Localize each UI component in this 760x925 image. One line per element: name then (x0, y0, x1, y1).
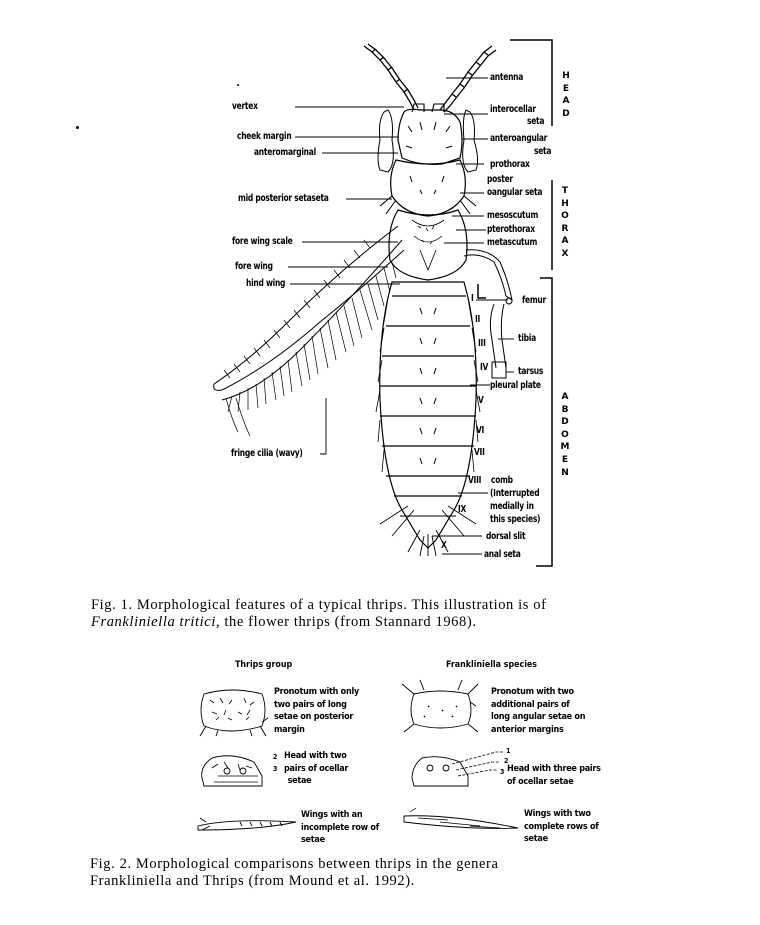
region-letter: A (561, 236, 569, 247)
head-frankliniella (412, 752, 504, 786)
thrips-head-num: 2 (273, 753, 278, 761)
wing-thrips (198, 818, 296, 830)
label-hind-wing: hind wing (246, 278, 286, 289)
segment-numeral: VII (474, 447, 485, 458)
segment-numeral: IV (480, 362, 489, 373)
region-letter: D (561, 417, 569, 428)
text-line: setae (524, 834, 548, 844)
label-femur: femur (522, 295, 546, 306)
label-anal-seta: anal seta (484, 549, 521, 560)
region-letter: E (562, 83, 570, 94)
region-letter: O (561, 211, 569, 222)
region-letter: X (561, 248, 569, 259)
text-line: Wings with an (301, 810, 363, 820)
segment-numeral: IX (458, 504, 467, 515)
region-letter: A (561, 392, 569, 402)
pronotum-frankliniella (402, 680, 478, 732)
label-anteroangular-seta: seta (534, 146, 552, 157)
frank-head-num: 2 (504, 757, 509, 765)
segment-numeral: I (471, 293, 474, 304)
region-letter: H (562, 71, 570, 81)
label-comb: comb (491, 475, 513, 486)
text-line: complete rows of (524, 821, 599, 832)
fig2-caption-line1: Fig. 2. Morphological comparisons between thrips in the genera (90, 856, 499, 872)
fig2-col-left-title: Thrips group (235, 660, 293, 670)
text-line: Head with two (284, 751, 347, 761)
label-comb-note-3: this species) (490, 514, 541, 525)
text-line: setae on posterior (274, 712, 354, 722)
region-letter: M (560, 442, 570, 453)
segment-numeral: II (475, 314, 481, 325)
label-fore-wing: fore wing (235, 261, 273, 272)
label-comb-note-2: medially in (490, 501, 534, 512)
text-line: setae (287, 776, 312, 786)
text-line: Pronotum with two (491, 687, 574, 697)
label-poster: poster (487, 174, 513, 185)
region-letter: R (561, 223, 569, 234)
region-letter: O (561, 429, 569, 440)
label-poster-angular-seta: oangular seta (487, 187, 543, 198)
text-line: pairs of ocellar (284, 763, 349, 774)
fig1-caption-suffix: , the flower thrips (from Stannard 1968). (215, 614, 477, 630)
thrips-head-text (284, 750, 348, 788)
text-line: setae (301, 835, 325, 845)
label-dorsal-slit: dorsal slit (486, 531, 526, 542)
text-line: Pronotum with only (274, 687, 359, 697)
frankliniella-wings-text (524, 808, 599, 846)
region-letter: H (561, 198, 569, 209)
segment-numeral: X (441, 540, 447, 551)
fig1-caption-line1: Fig. 1. Morphological features of a typical thrips. This illustration is of (91, 597, 547, 613)
region-letter: D (562, 108, 570, 119)
label-prothorax: prothorax (490, 159, 530, 170)
text-line: Head with three pairs (507, 764, 601, 774)
head-thrips (202, 756, 262, 786)
frank-head-num: 3 (500, 768, 505, 776)
thrips-pronotum-text (274, 686, 359, 736)
label-anteroangular: anteroangular (490, 133, 548, 144)
fig2-col-right-title: Frankliniella species (446, 660, 537, 670)
region-letter: A (562, 96, 570, 107)
region-letter: E (561, 454, 569, 465)
label-fore-wing-scale: fore wing scale (232, 236, 293, 247)
thrips-head-num: 3 (273, 765, 278, 773)
text-line: incomplete row of (301, 822, 379, 833)
label-vertex: vertex (232, 101, 258, 112)
segment-numeral: III (478, 338, 486, 349)
frankliniella-pronotum-text (491, 686, 585, 736)
region-letter: B (561, 404, 569, 415)
label-antenna: antenna (490, 72, 524, 83)
text-line: two pairs of long (274, 699, 347, 710)
text-line: additional pairs of (491, 699, 570, 710)
thrips-wings-text (301, 809, 379, 847)
segment-numeral: VIII (468, 475, 482, 486)
region-letter: N (561, 467, 569, 478)
label-interocellar: interocellar (490, 104, 536, 115)
label-mid-posterior: mid posterior setaseta (238, 193, 329, 204)
label-tarsus: tarsus (518, 366, 544, 377)
segment-numeral: V (478, 395, 484, 406)
label-metascutum: metascutum (487, 237, 538, 248)
species-name: Frankliniella tritici (91, 614, 216, 630)
text-line: margin (274, 724, 305, 735)
segment-numeral: VI (476, 425, 485, 436)
frankliniella-head-text (507, 763, 601, 788)
text-line: long angular setae on (491, 712, 586, 722)
frank-head-num: 1 (506, 747, 511, 755)
label-fringe-cilia: fringe cilia (wavy) (231, 448, 303, 459)
text-line: anterior margins (491, 724, 564, 735)
label-interocellar-seta: seta (527, 116, 545, 127)
label-tibia: tibia (518, 333, 536, 344)
label-anteromarginal: anteromarginal (254, 147, 316, 158)
region-letter: T (561, 186, 569, 196)
label-pleural-plate: pleural plate (490, 380, 541, 391)
fig2-caption-line2: Frankliniella and Thrips (from Mound et al. 1992). (90, 873, 415, 889)
label-pterothorax: pterothorax (487, 224, 535, 235)
text-line: Wings with two (524, 809, 591, 819)
text-line: of ocellar setae (507, 776, 574, 787)
label-mesoscutum: mesoscutum (487, 210, 539, 221)
pronotum-thrips (200, 690, 268, 736)
wing-frankliniella (404, 808, 518, 828)
label-cheek-margin: cheek margin (237, 131, 292, 142)
label-comb-note-1: (Interrupted (490, 488, 540, 499)
